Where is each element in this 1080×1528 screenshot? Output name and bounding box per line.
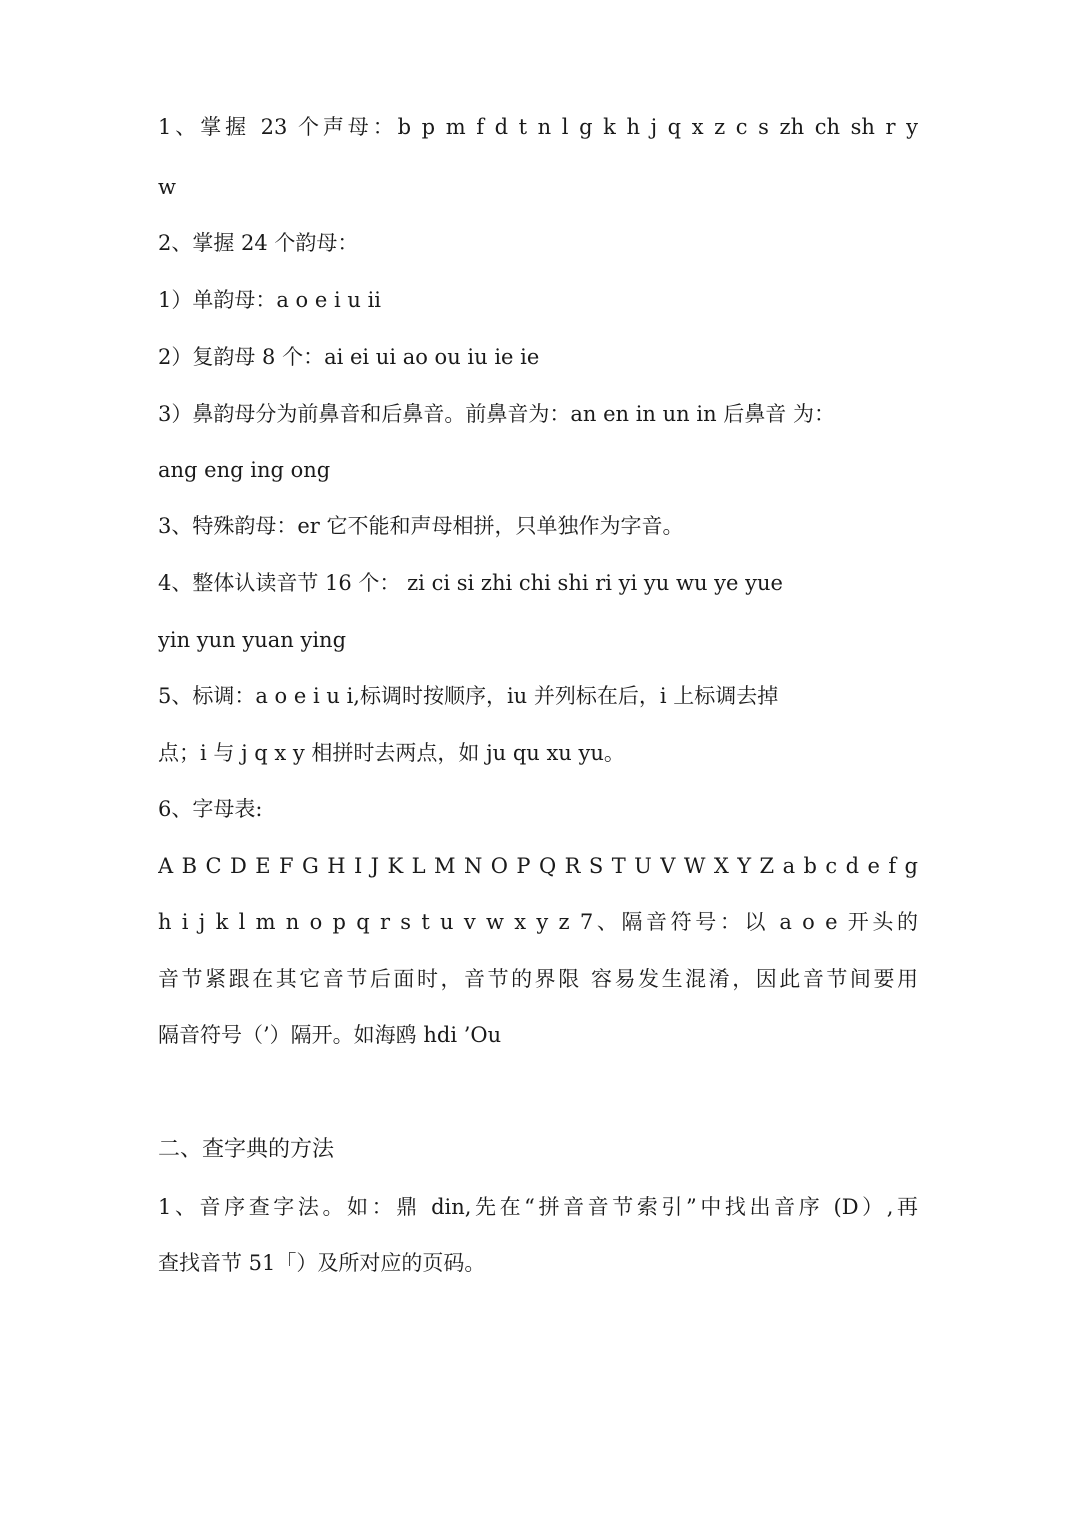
alphabet-heading: 6、字母表: [158, 797, 263, 821]
separator-mark-line-3: 隔音符号（’）隔开。如海鸥 hdi ’Ou [158, 1023, 502, 1047]
phonetic-lookup-line-2: 查找音节 51「）及所对应的页码。 [158, 1251, 486, 1275]
tone-marking-line-1: 5、标调：a o e i u i,标调时按顺序，iu 并列标在后，i 上标调去掉 [158, 684, 779, 708]
separator-mark-line-2: 音节紧跟在其它音节后面时，音节的界限 容易发生混淆，因此音节间要用 [158, 967, 918, 991]
compound-finals: 2）复韵母 8 个：ai ei ui ao ou iu ie ie [158, 345, 540, 369]
initials-line-1: 1、掌握 23 个声母：b p m f d t n l g k h j q x z c s zh ch sh r y [158, 115, 918, 139]
alphabet-line-2: h i j k l m n o p q r s t u v w x y z 7、隔音符号：以 a o e 开头的 [158, 910, 918, 934]
phonetic-lookup-line-1: 1、音序查字法。如：鼎 din,先在“拼音音节索引”中找出音序 (D）,再 [158, 1195, 918, 1219]
nasal-finals-line-2: ang eng ing ong [158, 458, 331, 482]
initials-line-2: w [158, 175, 176, 199]
whole-syllables-line-2: yin yun yuan ying [158, 628, 347, 652]
alphabet-line-1: A B C D E F G H I J K L M N O P Q R S T U V W X Y Z a b c d e f g [158, 854, 918, 878]
section-heading-dictionary: 二、查字典的方法 [158, 1137, 335, 1162]
special-final: 3、特殊韵母：er 它不能和声母相拼，只单独作为字音。 [158, 514, 684, 538]
nasal-finals-line-1: 3）鼻韵母分为前鼻音和后鼻音。前鼻音为：an en in un in 后鼻音 为： [158, 402, 835, 426]
tone-marking-line-2: 点；i 与 j q x y 相拼时去两点，如 ju qu xu yu。 [158, 741, 625, 765]
whole-syllables-line-1: 4、整体认读音节 16 个： zi ci si zhi chi shi ri yi yu wu ye yue [158, 571, 783, 595]
simple-finals: 1）单韵母：a o e i u ii [158, 288, 382, 312]
finals-heading: 2、掌握 24 个韵母： [158, 231, 359, 255]
